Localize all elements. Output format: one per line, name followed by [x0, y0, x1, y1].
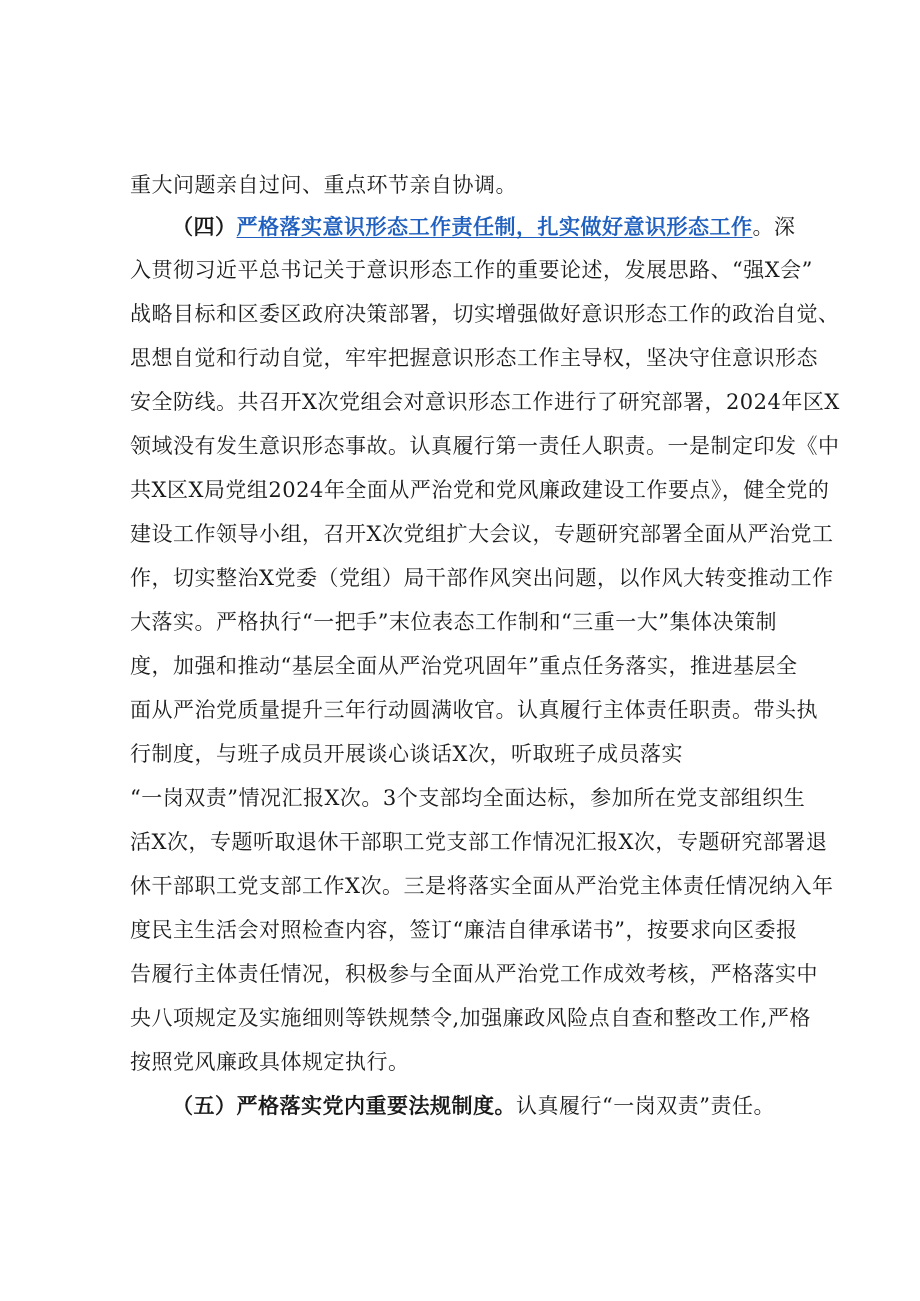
line-text: “一岗双责”情况汇报X次。3个支部均全面达标，参加所在党支部组织生	[130, 786, 806, 810]
paragraph-line	[130, 829, 828, 855]
section-heading-4	[172, 214, 862, 240]
paragraph-line	[130, 345, 820, 371]
line-text: 共X区X局党组2024年全面从严治党和党风廉政建设工作要点》，健全党的	[130, 478, 830, 502]
line-text: 战略目标和区委区政府决策部署，切实增强做好意识形态工作的政治自觉、	[130, 302, 840, 326]
paragraph-line	[130, 301, 840, 327]
line-text: 度民主生活会对照检查内容，签订“廉洁自律承诺书”，按要求向区委报	[130, 918, 798, 942]
paragraph-line	[130, 433, 840, 459]
line-text: 思想自觉和行动自觉，牢牢把握意识形态工作主导权，坚决守住意识形态	[130, 346, 818, 370]
paragraph-line	[130, 653, 820, 679]
section-heading-5	[172, 1093, 862, 1119]
line-text: 作，切实整治X党委（党组）局干部作风突出问题，以作风大转变推动工作	[130, 566, 834, 590]
paragraph-line	[130, 257, 820, 283]
paragraph-line	[130, 609, 820, 635]
line-text: 央八项规定及实施细则等铁规禁令,加强廉政风险点自查和整改工作,严格	[130, 1006, 811, 1030]
paragraph-line	[130, 961, 820, 987]
paragraph-line	[130, 172, 820, 198]
line-text: 建设工作领导小组，召开X次党组扩大会议，专题研究部署全面从严治党工	[130, 522, 834, 546]
paragraph-line	[130, 389, 840, 415]
line-text: 度，加强和推动“基层全面从严治党巩固年”重点任务落实，推进基层全	[130, 654, 798, 678]
line-text: 行制度，与班子成员开展谈心谈话X次，听取班子成员落实	[130, 742, 683, 766]
line-text: 面从严治党质量提升三年行动圆满收官。认真履行主体责任职责。带头执	[130, 698, 818, 722]
line-text: 入贯彻习近平总书记关于意识形态工作的重要论述，发展思路、“强X会”	[130, 258, 813, 282]
line-text: 按照党风廉政具体规定执行。	[130, 1050, 410, 1074]
line-text: 领域没有发生意识形态事故。认真履行第一责任人职责。一是制定印发《中	[130, 434, 840, 458]
line-text: 大落实。严格执行“一把手”末位表态工作制和“三重一大”集体决策制	[130, 610, 777, 634]
paragraph-line	[130, 917, 820, 943]
paragraph-line	[130, 477, 830, 503]
line-text: 。深	[752, 215, 796, 239]
paragraph-line	[130, 1005, 820, 1031]
line-text: 重大问题亲自过问、重点环节亲自协调。	[130, 173, 517, 197]
section-heading-link[interactable]: 严格落实意识形态工作责任制，扎实做好意识形态工作	[236, 214, 753, 239]
paragraph-line	[130, 873, 834, 899]
line-text: 活X次，专题听取退休干部职工党支部工作情况汇报X次，专题研究部署退	[130, 830, 828, 854]
line-text: 认真履行“一岗双责”责任。	[516, 1094, 775, 1118]
section-heading-text: （五）严格落实党内重要法规制度。	[172, 1093, 516, 1118]
paragraph-line	[130, 697, 820, 723]
paragraph-line	[130, 521, 834, 547]
line-text: 告履行主体责任情况，积极参与全面从严治党工作成效考核，严格落实中	[130, 962, 818, 986]
section-number: （四）	[172, 214, 237, 239]
line-text: 安全防线。共召开X次党组会对意识形态工作进行了研究部署，2024年区X	[130, 390, 840, 414]
line-text: 休干部职工党支部工作X次。三是将落实全面从严治党主体责任情况纳入年	[130, 874, 834, 898]
paragraph-line	[130, 741, 820, 767]
paragraph-line	[130, 785, 820, 811]
paragraph-line	[130, 1049, 820, 1075]
paragraph-line	[130, 565, 834, 591]
